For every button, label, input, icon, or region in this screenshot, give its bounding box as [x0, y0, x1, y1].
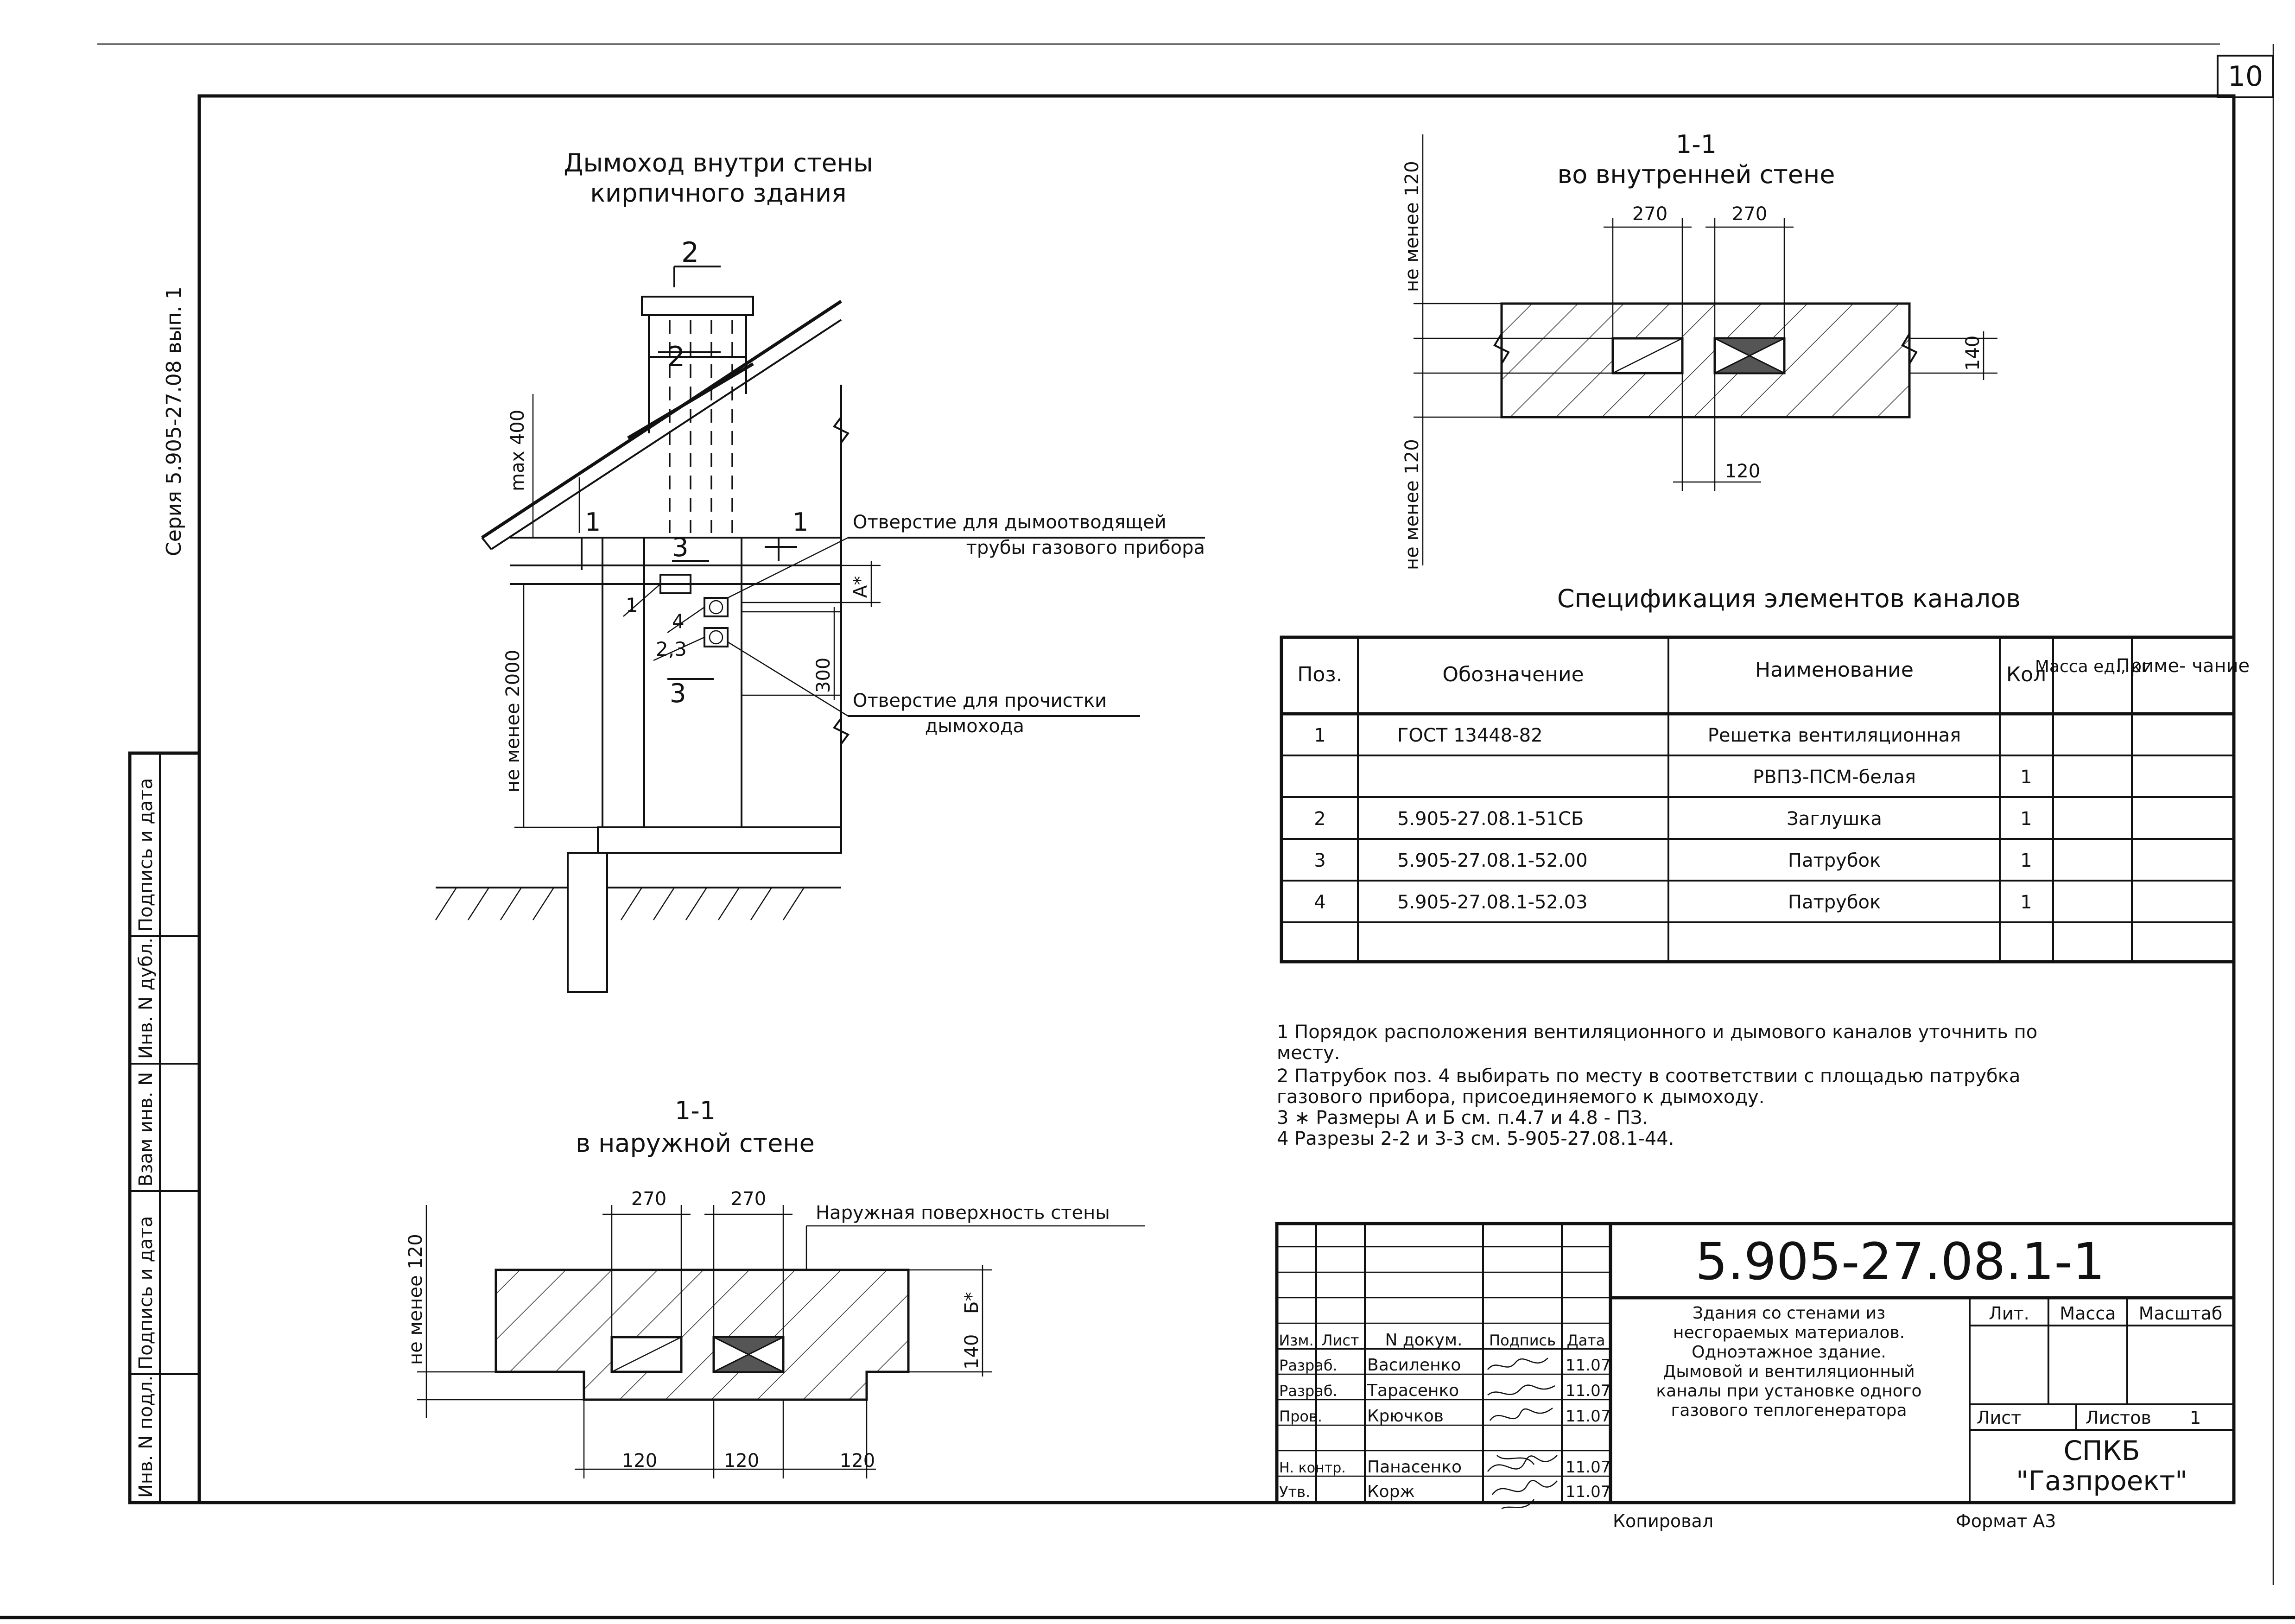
strip-label-3: Взам инв. N [135, 1072, 157, 1186]
dim-300: 300 [813, 657, 834, 693]
spec-r0-name: Решетка вентиляционная [1707, 725, 1961, 746]
stamp-col-date: Дата [1566, 1332, 1605, 1349]
strip-label-1: Подпись и дата [135, 778, 157, 932]
spec-h-mass: Масса ед., кг [2035, 657, 2150, 676]
spec-r1-name: РВП3-ПСМ-белая [1753, 767, 1916, 788]
spec-r4-code: 5.905-27.08.1-52.03 [1397, 892, 1588, 913]
spec-r3-name: Патрубок [1788, 850, 1881, 871]
cut-3-low: 3 [670, 679, 686, 709]
spec-r3-pos: 3 [1314, 850, 1326, 871]
stamp-name-3: Крючков [1367, 1407, 1444, 1426]
inner-min120b: не менее 120 [1401, 439, 1423, 570]
spec-r2-qty: 1 [2020, 808, 2032, 830]
main-title-line2: кирпичного здания [590, 178, 847, 208]
spec-r2-code: 5.905-27.08.1-51СБ [1397, 808, 1584, 830]
outer-surface-label: Наружная поверхность стены [816, 1202, 1110, 1224]
title-block [1277, 1224, 2234, 1509]
spec-r4-name: Патрубок [1788, 892, 1881, 913]
stamp-col-sign: Подпись [1489, 1332, 1556, 1349]
hole-clean-line2: дымохода [925, 716, 1024, 737]
spec-table [1281, 584, 2250, 962]
stamp-name-2: Тарасенко [1367, 1381, 1459, 1400]
spec-h-qty: Кол [2006, 663, 2047, 686]
spec-h-pos: Поз. [1297, 663, 1343, 686]
strip-label-4: Подпись и дата [135, 1216, 157, 1370]
stamp-desc-4: Дымовой и вентиляционный [1663, 1362, 1915, 1381]
outer-dim-120b: 120 [723, 1450, 760, 1472]
hole-clean-line1: Отверстие для прочистки [853, 690, 1107, 711]
sheet-number: 10 [2227, 60, 2263, 93]
stamp-desc-2: несгораемых материалов. [1673, 1323, 1905, 1342]
section-inner-title2: во внутренней стене [1557, 160, 1835, 189]
strip-label-5: Инв. N подл. [135, 1375, 157, 1498]
stamp-role-1: Разраб. [1279, 1357, 1338, 1374]
inner-min120a: не менее 120 [1401, 161, 1423, 292]
stamp-mass: Масса [2060, 1303, 2116, 1324]
spec-h-name: Наименование [1755, 658, 1914, 682]
section-inner-title1: 1-1 [1675, 130, 1717, 159]
stamp-date-4: 11.07 [1566, 1458, 1611, 1477]
section-outer-title2: в наружной стене [576, 1129, 815, 1158]
stamp-col-list: Лист [1321, 1332, 1359, 1349]
inner-dim-120: 120 [1724, 461, 1761, 482]
signatures [1488, 1358, 1557, 1509]
stamp-desc-3: Одноэтажное здание. [1692, 1343, 1886, 1362]
hole-flue-line1: Отверстие для дымоотводящей [853, 512, 1167, 533]
inner-dim-270b: 270 [1731, 203, 1768, 225]
stamp-desc-1: Здания со стенами из [1692, 1304, 1886, 1323]
note-line-3: 2 Патрубок поз. 4 выбирать по месту в соответствии с площадью патрубка [1277, 1066, 2021, 1087]
stamp-col-izm: Изм. [1279, 1332, 1314, 1349]
outer-dim-270a: 270 [631, 1188, 667, 1210]
stamp-date-1: 11.07 [1566, 1356, 1611, 1375]
left-strip [130, 753, 199, 1503]
spec-title: Спецификация элементов каналов [1557, 584, 2021, 613]
note-line-5: 3 ∗ Размеры А и Б см. п.4.7 и 4.8 - ПЗ. [1277, 1107, 1648, 1129]
spec-r2-pos: 2 [1314, 808, 1326, 830]
pos-23-label: 2,3 [656, 638, 687, 660]
stamp-role-4: Н. контр. [1279, 1460, 1346, 1476]
stamp-col-doc: N докум. [1385, 1331, 1463, 1350]
dim-max400: max 400 [507, 409, 528, 491]
outer-dim-120a: 120 [621, 1450, 658, 1472]
stamp-name-5: Корж [1367, 1482, 1415, 1501]
cut-2-low: 2 [667, 341, 685, 373]
stamp-role-5: Утв. [1279, 1483, 1311, 1501]
stamp-org1: СПКБ [2063, 1435, 2140, 1466]
stamp-org2: "Газпроект" [2016, 1465, 2187, 1497]
stamp-sheets: Листов [2086, 1408, 2151, 1428]
spec-r3-code: 5.905-27.08.1-52.00 [1397, 850, 1588, 871]
dim-min2000: не менее 2000 [502, 649, 524, 793]
series-label: Серия 5.905-27.08 вып. 1 [162, 286, 186, 556]
doc-code: 5.905-27.08.1-1 [1695, 1232, 2105, 1291]
pos-4-label: 4 [672, 610, 685, 633]
cut-3-top: 3 [672, 533, 689, 563]
outer-frame [0, 44, 2295, 1618]
stamp-desc-5: каналы при установке одного [1656, 1382, 1922, 1401]
spec-r0-pos: 1 [1314, 725, 1326, 746]
stamp-scale: Масштаб [2138, 1303, 2223, 1324]
stamp-sheet: Лист [1977, 1408, 2022, 1428]
stamp-role-2: Разраб. [1279, 1382, 1338, 1400]
stamp-name-4: Панасенко [1367, 1458, 1462, 1477]
spec-r2-name: Заглушка [1787, 808, 1882, 830]
note-line-2: месту. [1277, 1042, 1340, 1064]
stamp-role-3: Пров. [1279, 1408, 1322, 1425]
stamp-name-1: Василенко [1367, 1356, 1461, 1375]
notes [1277, 1021, 2037, 1149]
section-outer-title1: 1-1 [674, 1096, 716, 1125]
spec-r4-qty: 1 [2020, 892, 2032, 913]
outer-dim-270b: 270 [730, 1188, 767, 1210]
outer-min120: не менее 120 [405, 1234, 426, 1365]
section-inner-wall [1401, 130, 1997, 570]
cut-1-left: 1 [585, 508, 601, 537]
outer-dim-140: 140 [961, 1334, 983, 1370]
inner-dim-140: 140 [1962, 335, 1984, 371]
main-title-line1: Дымоход внутри стены [564, 148, 873, 178]
spec-r1-qty: 1 [2020, 767, 2032, 788]
outer-dim-120c: 120 [839, 1450, 875, 1472]
stamp-desc-6: газового теплогенератора [1671, 1401, 1907, 1420]
cut-2-top: 2 [681, 236, 699, 269]
spec-r3-qty: 1 [2020, 850, 2032, 871]
dim-A: А* [850, 576, 871, 598]
stamp-sheets-value: 1 [2190, 1408, 2201, 1428]
spec-h-code: Обозначение [1442, 663, 1584, 686]
section-outer-wall [405, 1096, 1145, 1478]
note-line-1: 1 Порядок расположения вентиляционного и дымового каналов уточнить по [1277, 1021, 2038, 1043]
spec-r4-pos: 4 [1314, 892, 1326, 913]
stamp-date-5: 11.07 [1566, 1483, 1611, 1501]
note-line-4: газового прибора, присоединяемого к дымоходу. [1277, 1086, 1765, 1108]
copied-label: Копировал [1613, 1511, 1714, 1531]
hole-flue-line2: трубы газового прибора [966, 537, 1205, 558]
elevation-drawing [436, 148, 1205, 992]
stamp-date-2: 11.07 [1566, 1382, 1611, 1400]
sheet-number-box [2218, 56, 2273, 97]
stamp-date-3: 11.07 [1566, 1407, 1611, 1426]
format-label: Формат А3 [1956, 1511, 2056, 1531]
note-line-6: 4 Разрезы 2-2 и 3-3 см. 5-905-27.08.1-44. [1277, 1128, 1674, 1149]
spec-h-note: Приме- чание [2116, 655, 2250, 677]
pos-1-label: 1 [626, 594, 638, 616]
outer-dim-B: Б* [961, 1292, 983, 1314]
strip-label-2: Инв. N дубл. [135, 938, 157, 1059]
stamp-lit: Лит. [1989, 1303, 2029, 1324]
inner-dim-270a: 270 [1632, 203, 1668, 225]
spec-r0-code: ГОСТ 13448-82 [1397, 725, 1543, 746]
cut-1-right: 1 [792, 508, 809, 537]
